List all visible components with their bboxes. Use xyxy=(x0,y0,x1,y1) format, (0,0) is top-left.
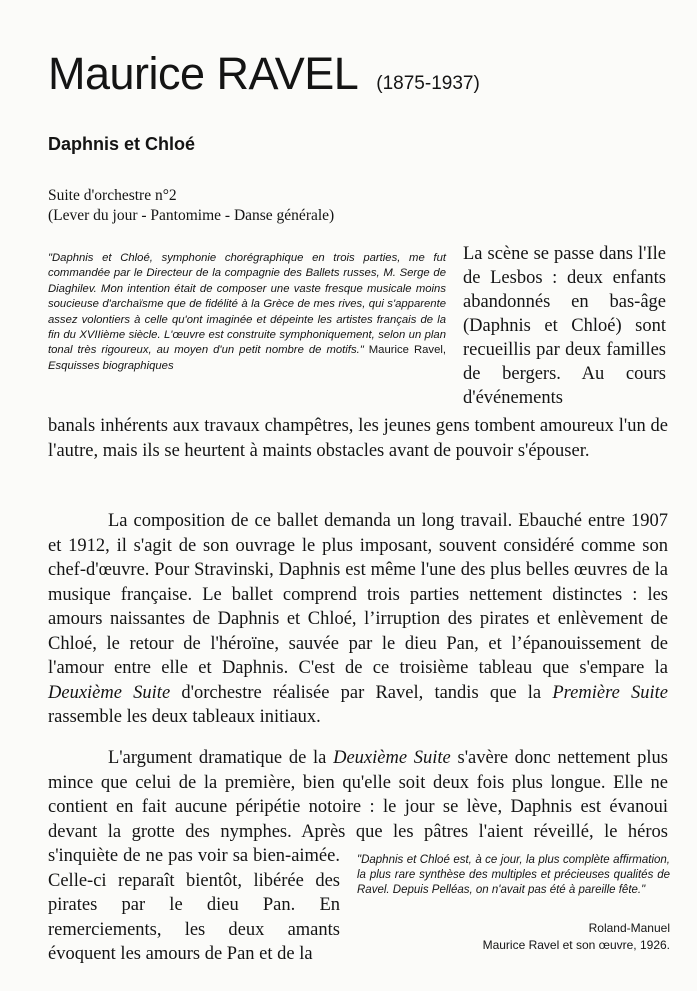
roland-manuel-quote: "Daphnis et Chloé est, à ce jour, la plus complète affirmation, la plus rare synthèse des multiples et précieuses qualités de Ravel. Depuis Pelléas, on n'avait pas été à pareille fête." xyxy=(357,854,670,896)
paragraph-2-text-a: La composition de ce ballet demanda un long travail. Ebauché entre 1907 et 1912, il s'agit de son ouvrage le plus imposant, souvent considéré comme son chef-d'œuvre. Pour Stravinski, Daphnis est même l'une des plus belles œuvres de la musique française. Le ballet comprend trois parties nettement distinctes : les amours naissantes de Daphnis et Chloé, l’irruption des pirates et enlèvement de Chloé, le retour de l'héroïne, sauvée par le dieu Pan, et l’épanouissement de l'amour entre elle et Daphnis. C'est de ce troisième tableau que s'empare la xyxy=(48,511,668,678)
quote-author: Roland-Manuel xyxy=(588,921,670,935)
ravel-quote-book: Esquisses biographiques xyxy=(48,359,174,372)
paragraph-3-text-b: s'avère donc nettement plus mince que celui de la première, bien qu'elle soit deux fois plus longue. Elle ne contient en fait aucune péripétie notoire : le jour se lève, Daphnis est évanoui devant la grotte des nymphes. Après que les pâtres l'aient réveillé, le héros xyxy=(48,748,668,842)
paragraph-2 xyxy=(48,509,668,730)
suite-info xyxy=(48,186,334,226)
work-title: Daphnis et Chloé xyxy=(48,134,196,154)
ravel-quote-author: Maurice Ravel, xyxy=(363,344,446,357)
suite-movements: (Lever du jour - Pantomime - Danse générale) xyxy=(48,207,335,224)
ravel-quote-text: "Daphnis et Chloé, symphonie chorégraphique en trois parties, me fut commandée par le Directeur de la compagnie des Ballets russes, M. Serge de Diaghilev. Mon intention était de composer une vaste fresque musicale moins soucieuse d'archaïsme que de fidélité à la Grèce de mes rives, qui s'apparente assez volontiers à celle qu'ont imaginée et dépeinte les artistes français de la fin du XVIIième siècle. L'œuvre est construite symphoniquement, selon un plan tonal très rigoureux, au moyen d'un petit nombre de motifs." xyxy=(48,252,446,357)
roland-manuel-attribution xyxy=(357,920,670,954)
paragraph-2-em-premiere-suite: Première Suite xyxy=(552,682,669,703)
paragraph-2-em-deuxieme-suite: Deuxième Suite xyxy=(48,682,171,703)
paragraph-3-em-deuxieme-suite: Deuxième Suite xyxy=(333,748,451,768)
composer-dates: (1875-1937) xyxy=(376,73,480,94)
paragraph-3-text-a: L'argument dramatique de la xyxy=(108,748,334,768)
paragraph-2-text-c: rassemble les deux tableaux initiaux. xyxy=(48,707,321,727)
quote-source: Maurice Ravel et son œuvre, 1926. xyxy=(482,938,670,952)
paragraph-3-column: s'inquiète de ne pas voir sa bien-aimée. Celle-ci reparaît bientôt, libérée des pirates par le dieu Pan. En remerciements, les deux amants évoquent les amours de Pan et de la xyxy=(48,846,340,964)
paragraph-1-column: La scène se passe dans l'Ile de Lesbos : deux enfants abandonnés en bas-âge (Daphnis et Chloé) sont recueillis par deux familles de bergers. Au cours d'événements xyxy=(463,244,666,408)
paragraph-1-continued: banals inhérents aux travaux champêtres, les jeunes gens tombent amoureux l'un de l'autre, mais ils se heurtent à maints obstacles avant de pouvoir s'épouser. xyxy=(48,416,668,461)
paragraph-2-text-b: d'orchestre réalisée par Ravel, tandis que la xyxy=(170,682,553,703)
composer-name: Maurice RAVEL xyxy=(48,48,359,99)
paragraph-3 xyxy=(48,746,668,844)
suite-number: Suite d'orchestre n°2 xyxy=(48,187,177,204)
ravel-quote xyxy=(48,251,446,374)
page-title xyxy=(48,48,480,100)
